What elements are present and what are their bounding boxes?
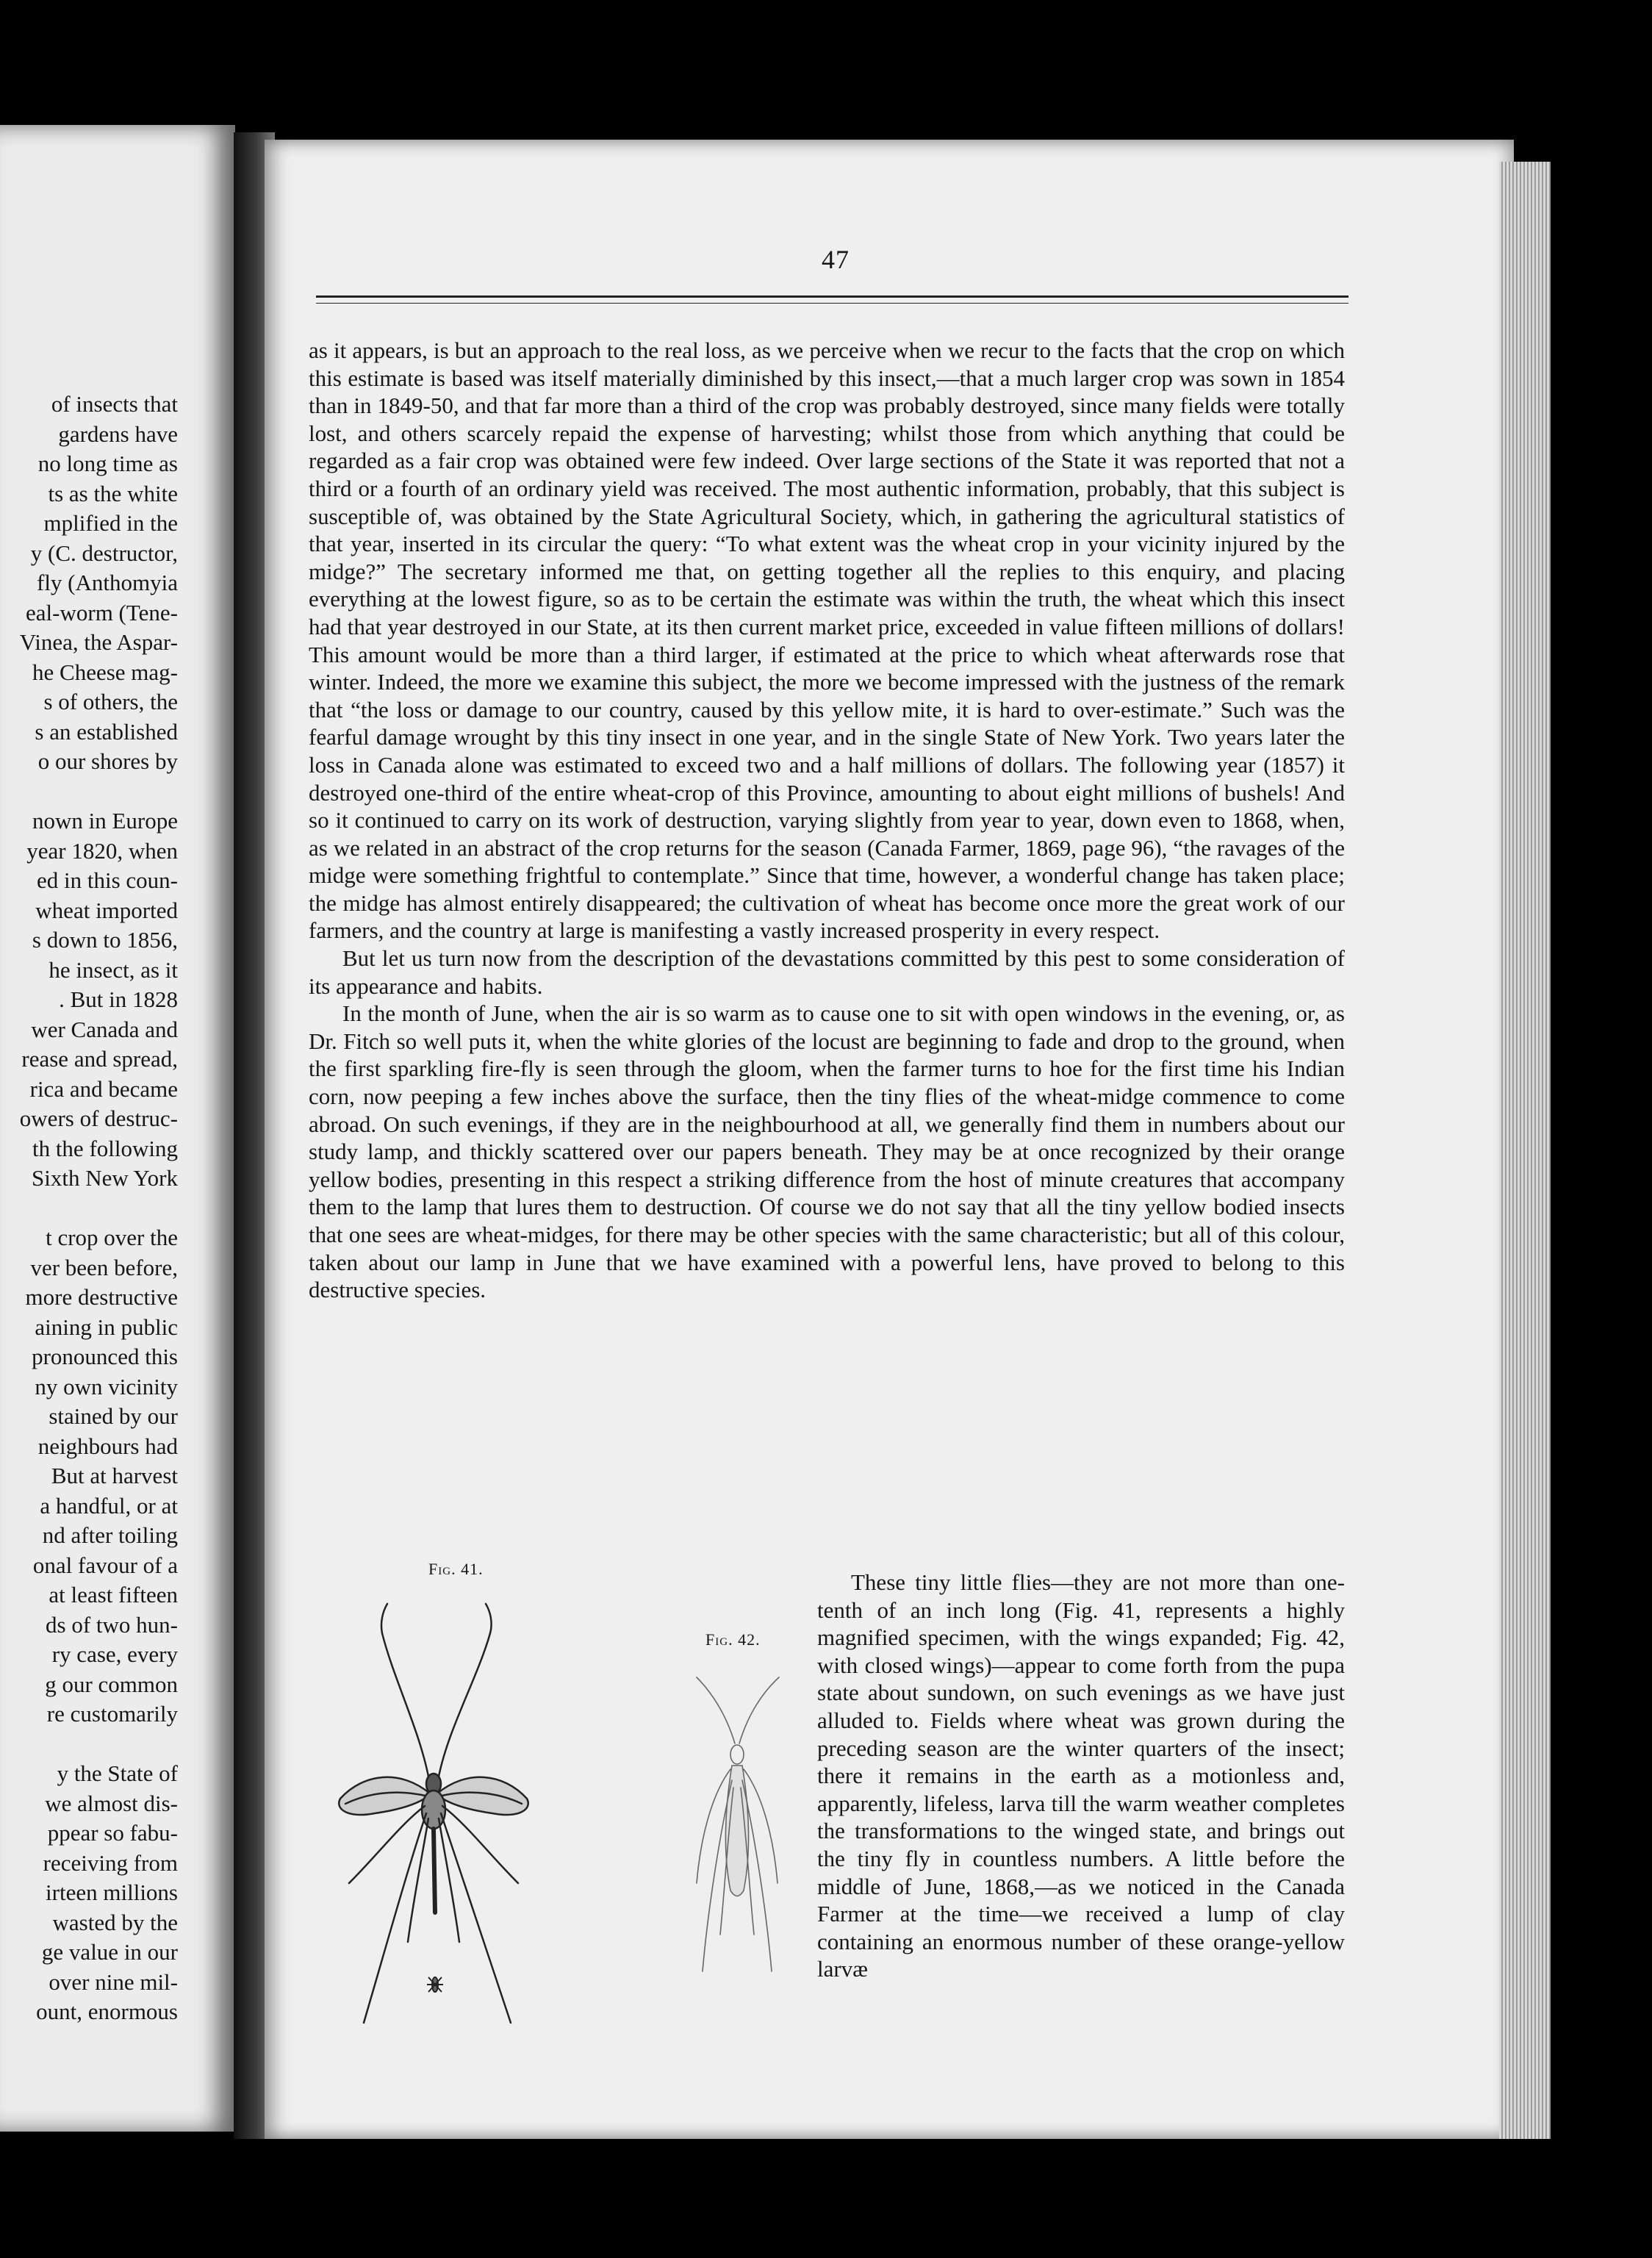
left-page-line: Vinea, the Aspar-	[19, 629, 178, 655]
left-page-line: nown in Europe	[32, 808, 178, 834]
left-page-line: of insects that	[51, 391, 178, 417]
left-page-line: stained by our	[49, 1403, 178, 1429]
left-page-line: ge value in our	[41, 1939, 178, 1965]
left-page-line: ry case, every	[51, 1641, 178, 1667]
side-text	[817, 1569, 1345, 1983]
left-page-line: receiving from	[43, 1849, 178, 1876]
main-text	[309, 337, 1345, 1304]
left-page-line: pronounced this	[32, 1344, 178, 1369]
header-rule-bottom	[316, 303, 1348, 304]
left-page-line: no long time as	[37, 451, 178, 476]
left-page-line: year 1820, when	[26, 837, 178, 864]
left-page-line: owers of destruc-	[19, 1105, 178, 1131]
left-page-line: ed in this coun-	[37, 867, 178, 893]
left-page-line: wer Canada and	[31, 1016, 178, 1042]
left-page-line: y (C. destructor,	[30, 540, 178, 566]
left-page-line: onal favour of a	[32, 1552, 178, 1578]
left-page-line: fly (Anthomyia	[37, 570, 178, 595]
left-page-line: he Cheese mag-	[32, 659, 178, 685]
left-page-line: s an established	[35, 718, 178, 745]
left-page-line: . But in 1828	[59, 986, 178, 1012]
page-edges	[1499, 162, 1551, 2139]
figure-illustrations	[309, 1560, 808, 2030]
paragraph-3: In the month of June, when the air is so warm as to cause one to sit with open windows in the evening, or, as Dr. Fitch so well puts it, when the white glories of the locust are beginning to fade and drop to the ground, when the first sparkling fire-fly is seen through the gloom, when the farmer turns to hoe for the first time his Indian corn, now peeping a few inches above the surface, then the tiny flies of the wheat-midge commence to come abroad. On such evenings, if they are in the neighbourhood at all, we generally find them in numbers about our study lamp, and thickly scattered over our papers beneath. They may be at once recognized by their orange yellow bodies, presenting in this respect a striking difference from the host of minute creatures that accompany them to the lamp that lures them to destruction. Of course we do not say that all the tiny yellow bodied insects that one sees are wheat-midges, for there may be other species with the same characteristic; but all of this colour, taken about our lamp in June that we have examined with a powerful lens, have proved to belong to this destructive species.	[309, 1000, 1345, 1303]
left-page-line: at least fifteen	[49, 1582, 178, 1608]
left-page-line: he insect, as it	[49, 956, 178, 983]
wheat-midge-wings-closed-illustration	[682, 1670, 792, 1979]
left-page-line: a handful, or at	[40, 1492, 178, 1519]
left-page-line: t crop over the	[46, 1225, 178, 1250]
wheat-midge-wings-expanded-illustration	[320, 1589, 562, 2030]
left-page-line: Sixth New York	[32, 1165, 178, 1191]
left-page-line: ny own vicinity	[35, 1373, 178, 1399]
left-page-line: eal-worm (Tene-	[26, 599, 178, 626]
left-page-line: wasted by the	[52, 1909, 178, 1935]
fig-42-label: Fig. 42.	[705, 1630, 761, 1649]
left-page-line: o our shores by	[37, 748, 178, 774]
left-page-line: we almost dis-	[45, 1790, 178, 1816]
paragraph-4: These tiny little flies—they are not more than one-tenth of an inch long (Fig. 41, represents a highly magnified specimen, with the wings expanded; Fig. 42, with closed wings)—appear to come forth from the pupa state about sundown, on such evenings as we have just alluded to. Fields where wheat was grown during the preceding season are the winter quarters of the insect; there it remains in the earth as a motionless and, apparently, lifeless, larva till the warm weather completes the transformations to the winged state, and brings out the tiny fly in countless numbers. A little before the middle of June, 1868,—as we noticed in the Canada Farmer at the time—we received a lump of clay containing an enormous number of these orange-yellow larvæ	[817, 1569, 1345, 1982]
page-number: 47	[822, 245, 850, 274]
paragraph-2: But let us turn now from the description of the devastations committed by this pest to some consideration of its appearance and habits.	[309, 945, 1345, 999]
left-page-line: mplified in the	[43, 510, 178, 536]
left-page-line: gardens have	[58, 420, 178, 447]
left-page-line: ts as the white	[48, 480, 178, 506]
left-page-fragment	[0, 125, 235, 2132]
header-rule-top	[316, 295, 1348, 298]
left-page-line: s of others, the	[43, 689, 178, 714]
paragraph-1: as it appears, is but an approach to the real loss, as we perceive when we recur to the facts that the crop on which this estimate is based was itself materially diminished by this insect,—that a much larger crop was sown in 1854 than in 1849-50, and that far more than a third of the crop was probably destroyed, since many fields were totally lost, and others scarcely repaid the expense of harvesting; whilst those from which anything that could be regarded as a fair crop was obtained were few indeed. Over large sections of the State it was reported that not a third or a fourth of an ordinary yield was received. The most authentic information, probably, that this subject is susceptible of, was obtained by the State Agricultural Society, which, in gathering the agricultural statistics of that year, inserted in its circular the query: “To what extent was the wheat crop in your vicinity injured by the midge?” The secretary informed me that, on getting together all the replies to this enquiry, and placing everything at the lowest figure, so as to be certain the estimate was within the truth, the wheat which this insect had that year destroyed in our State, at its then current market price, exceeded in value fifteen millions of dollars! This amount would be more than a third larger, if estimated at the price to which wheat afterwards rose that winter. Indeed, the more we examine this subject, the more we become impressed with the justness of the remark that “the loss or damage to our country, caused by this yellow mite, it is hard to over-estimate.” Such was the fearful damage wrought by this tiny insect in one year, and in the single State of New York. Two years later the loss in Canada alone was estimated to exceed two and a half millions of dollars. The following year (1857) it destroyed one-third of the entire wheat-crop of this Province, amounting to about eight millions of bushels! And so it continued to carry on its work of destruction, varying slightly from year to year, down even to 1868, when, as we related in an abstract of the crop returns for the season (Canada Farmer, 1869, page 96), “the ravages of the midge were something frightful to contemplate.” Since that time, however, a wonderful change has taken place; the midge has almost entirely disappeared; the cultivation of wheat has become once more the great work of our farmers, and the country at large is manifesting a vastly increased prosperity in every respect.	[309, 337, 1345, 944]
left-page-line: ppear so fabu-	[47, 1820, 178, 1846]
left-page-line: rease and spread,	[21, 1046, 178, 1072]
left-page-line: g our common	[45, 1671, 178, 1697]
left-page-line: aining in public	[35, 1313, 178, 1340]
left-page-line: But at harvest	[51, 1463, 178, 1488]
fig-41-label: Fig. 41.	[428, 1560, 484, 1578]
left-page-line: neighbours had	[37, 1433, 178, 1459]
left-page-line: over nine mil-	[49, 1968, 178, 1995]
left-page-line: more destructive	[25, 1284, 178, 1310]
left-page-line: irteen millions	[46, 1879, 178, 1905]
left-page-line: nd after toiling	[42, 1522, 178, 1548]
left-page-line: s down to 1856,	[32, 927, 178, 953]
left-page-line: y the State of	[57, 1760, 178, 1786]
left-page-line: re customarily	[46, 1701, 178, 1727]
left-page-line: rica and became	[29, 1075, 178, 1102]
left-page-line: th the following	[32, 1135, 178, 1161]
left-page-line: ds of two hun-	[46, 1611, 178, 1638]
left-page-line: ver been before,	[30, 1254, 178, 1280]
left-page-line: ount, enormous	[36, 1999, 178, 2024]
left-page-line: wheat imported	[35, 897, 178, 923]
